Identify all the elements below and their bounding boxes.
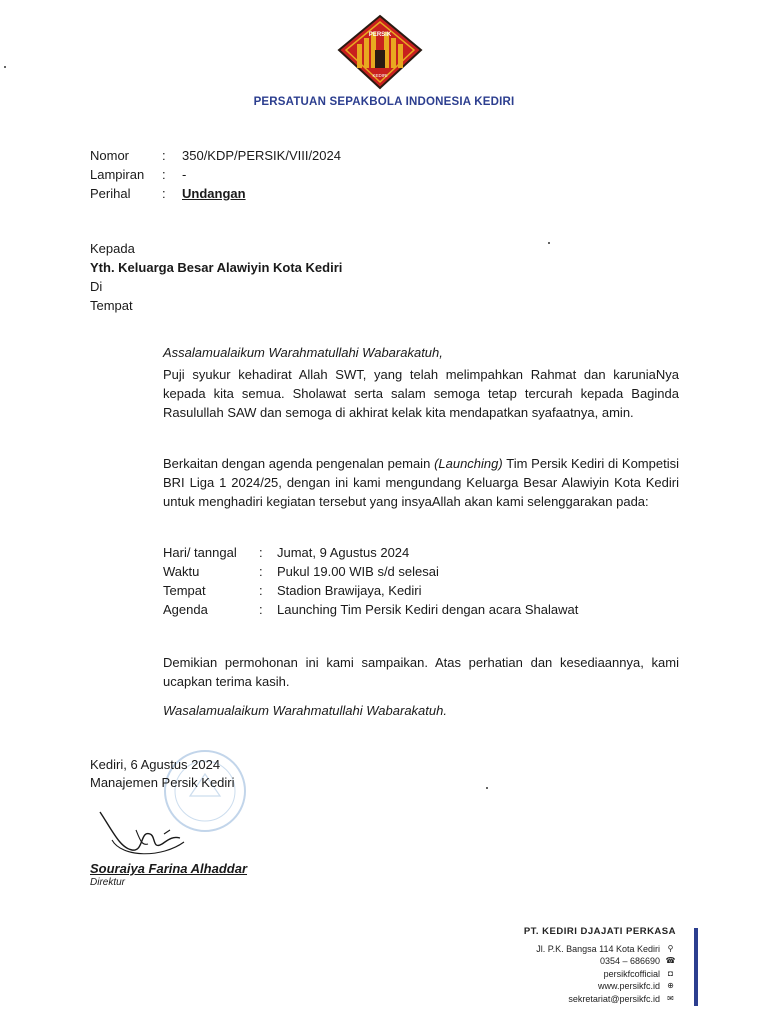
footer-company: PT. KEDIRI DJAJATI PERKASA <box>523 926 676 937</box>
footer-contact <box>524 926 676 1005</box>
scan-speck <box>4 66 6 68</box>
meta-value: 350/KDP/PERSIK/VIII/2024 <box>182 148 341 163</box>
detail-row <box>163 600 679 619</box>
phone-icon: ☎ <box>665 956 676 965</box>
event-details <box>163 543 679 619</box>
meta-row-perihal <box>90 184 341 203</box>
detail-value: Stadion Brawijaya, Kediri <box>277 583 422 598</box>
detail-value: Jumat, 9 Agustus 2024 <box>277 545 410 560</box>
salam: Assalamualaikum Warahmatullahi Wabarakatuh, <box>163 345 443 360</box>
addressee-place: Tempat <box>90 298 133 313</box>
footer-phone <box>524 955 676 968</box>
sign-org: Manajemen Persik Kediri <box>90 775 235 790</box>
paragraph-3: Demikian permohonan ini kami sampaikan. Atas perhatian dan kesediaannya, kami ucapkan terima kasih. <box>163 655 679 689</box>
instagram-icon: ◘ <box>668 968 673 978</box>
detail-row <box>163 543 679 562</box>
meta-value: - <box>182 167 187 182</box>
detail-key: Hari/ tanngal <box>163 545 237 560</box>
footer-instagram <box>524 968 676 981</box>
logo-text-bottom: KEDIRI <box>372 73 388 78</box>
location-pin-icon: ⚲ <box>667 943 674 953</box>
letter-meta <box>90 146 341 203</box>
footer-phone-text: 0354 – 686690 <box>599 956 660 966</box>
paragraph-2-italic: (Launching) <box>434 456 503 471</box>
signer-role: Direktur <box>90 877 126 888</box>
detail-colon: : <box>259 583 263 598</box>
scan-speck <box>548 242 550 244</box>
logo-text-top: PERSIK <box>368 32 392 38</box>
org-name: PERSATUAN SEPAKBOLA INDONESIA KEDIRI <box>253 96 515 108</box>
signature-block <box>90 756 235 792</box>
paragraph-2-before: Berkaitan dengan agenda pengenalan pemain <box>163 456 435 471</box>
detail-row <box>163 581 679 600</box>
paragraph-2-after: Tim Persik Kediri di Kompetisi BRI Liga 1 2024/25, dengan ini kami mengundang Keluarga Besar Alawiyin Kota Kediri untuk menghadiri kegiatan tersebut yang insyaAllah akan kami selenggarakan pada: <box>163 456 679 509</box>
meta-colon: : <box>162 186 166 201</box>
detail-row <box>163 562 679 581</box>
meta-key: Perihal <box>90 186 131 201</box>
persik-shield-icon <box>337 14 423 90</box>
paragraph-2 <box>163 454 679 511</box>
footer-email-text: sekretariat@persikfc.id <box>568 993 660 1004</box>
meta-key: Lampiran <box>90 167 145 182</box>
detail-value: Pukul 19.00 WIB s/d selesai <box>277 564 439 579</box>
detail-key: Tempat <box>163 583 206 598</box>
meta-row-nomor <box>90 146 341 165</box>
detail-colon: : <box>259 564 263 579</box>
addressee-di: Di <box>90 279 103 294</box>
sign-place-date: Kediri, 6 Agustus 2024 <box>90 757 221 772</box>
email-icon: ✉ <box>667 993 674 1003</box>
footer-accent-bar <box>694 928 698 1006</box>
globe-icon: ⊕ <box>667 981 674 990</box>
paragraph-1: Puji syukur kehadirat Allah SWT, yang telah melimpahkan Rahmat dan karuniaNya kepada kita semua. Sholawat serta salam semoga tetap tercurah kepada Baginda Rasulullah SAW dan semoga di akhirat kelak kita mendapatkan syafaatnya, amin. <box>163 367 679 420</box>
meta-colon: : <box>162 167 166 182</box>
addressee-name: Yth. Keluarga Besar Alawiyin Kota Kediri <box>90 260 343 275</box>
footer-instagram-text: persikfcofficial <box>603 968 660 979</box>
footer-address-text: Jl. P.K. Bangsa 114 Kota Kediri <box>536 943 660 954</box>
meta-key: Nomor <box>90 148 130 163</box>
detail-colon: : <box>259 545 263 560</box>
detail-key: Waktu <box>163 564 200 579</box>
signer-name: Souraiya Farina Alhaddar <box>90 861 248 876</box>
meta-row-lampiran <box>90 165 341 184</box>
footer-email <box>524 993 676 1006</box>
scan-speck <box>486 787 488 789</box>
detail-key: Agenda <box>163 602 208 617</box>
footer-website-text: www.persikfc.id <box>597 981 660 991</box>
addressee-to: Kepada <box>90 241 135 256</box>
footer-website <box>524 980 676 993</box>
detail-colon: : <box>259 602 263 617</box>
handwritten-signature-icon <box>92 800 192 860</box>
footer-address <box>524 943 676 956</box>
meta-colon: : <box>162 148 166 163</box>
closing-salam: Wasalamualaikum Warahmatullahi Wabarakatuh. <box>163 703 447 718</box>
addressee <box>90 239 342 315</box>
detail-value: Launching Tim Persik Kediri dengan acara Shalawat <box>277 602 579 617</box>
meta-value-subject: Undangan <box>182 186 246 201</box>
